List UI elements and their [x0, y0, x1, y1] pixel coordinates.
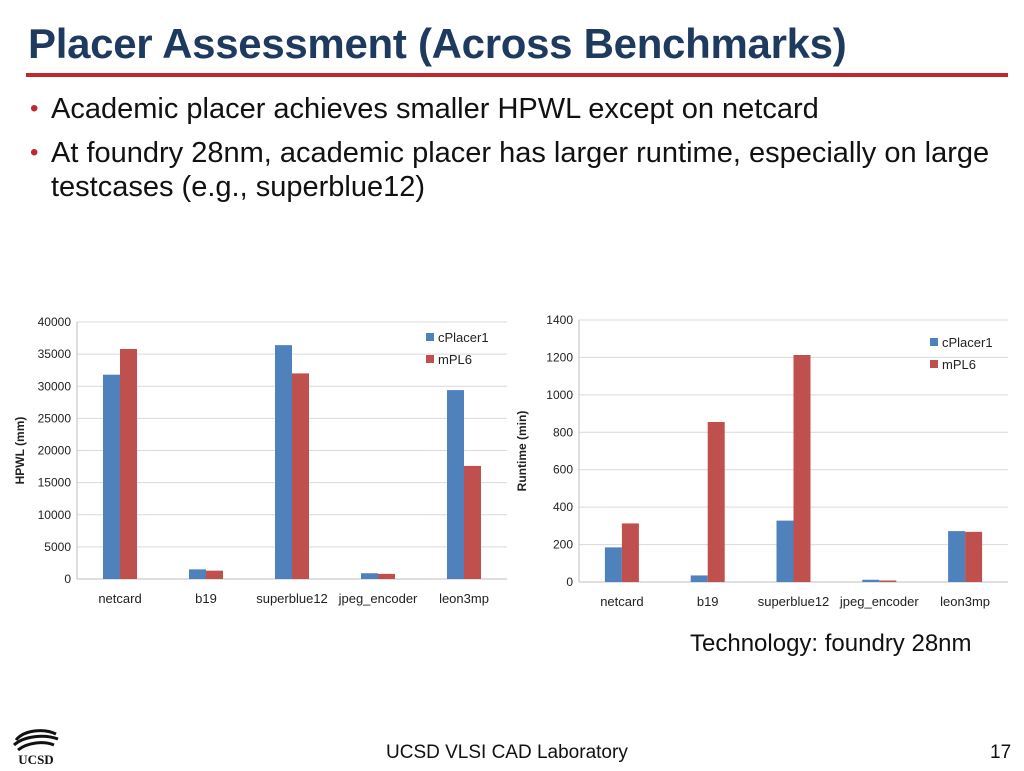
bar-cplacer1-netcard — [605, 547, 622, 582]
legend-label: cPlacer1 — [438, 330, 489, 345]
bar-cplacer1-b19 — [189, 569, 206, 579]
y-tick-label: 600 — [552, 462, 573, 477]
bar-cplacer1-leon3mp — [948, 531, 965, 582]
y-tick-label: 800 — [552, 425, 573, 440]
legend-swatch — [426, 333, 434, 341]
svg-text:UCSD: UCSD — [18, 752, 54, 766]
bar-mpl6-jpeg-encoder — [879, 581, 896, 582]
bar-mpl6-jpeg-encoder — [378, 574, 395, 579]
runtime-chart-svg — [512, 300, 1014, 620]
y-tick-label: 30000 — [37, 379, 71, 394]
y-tick-label: 1200 — [546, 350, 573, 365]
legend-swatch — [930, 338, 938, 346]
bar-cplacer1-superblue12 — [275, 345, 292, 579]
bullet-text: Academic placer achieves smaller HPWL except on netcard — [51, 93, 819, 125]
bar-cplacer1-jpeg-encoder — [361, 573, 378, 579]
y-tick-label: 40000 — [37, 315, 71, 329]
x-tick-label: b19 — [195, 591, 217, 606]
bar-cplacer1-netcard — [103, 375, 120, 579]
y-axis-label: HPWL (mm) — [13, 416, 27, 485]
bullet-dot-icon: • — [30, 139, 39, 166]
x-tick-label: superblue12 — [757, 594, 830, 609]
bullet-item — [30, 136, 1010, 204]
technology-note: Technology: foundry 28nm — [690, 630, 972, 657]
x-tick-label: leon3mp — [940, 594, 991, 609]
page-number: 17 — [990, 742, 1012, 763]
y-tick-label: 35000 — [37, 347, 71, 362]
bar-mpl6-superblue12 — [292, 373, 309, 579]
bar-cplacer1-superblue12 — [777, 521, 794, 582]
hpwl-chart — [10, 300, 515, 620]
legend-swatch — [426, 355, 434, 363]
bar-cplacer1-b19 — [691, 575, 708, 582]
title-underline — [26, 73, 1008, 77]
y-axis-label: Runtime (min) — [515, 410, 529, 492]
footer-lab-name: UCSD VLSI CAD Laboratory — [386, 742, 628, 763]
bullet-item — [30, 92, 1010, 126]
y-tick-label: 0 — [566, 575, 573, 589]
legend-label: mPL6 — [438, 352, 472, 367]
legend-label: cPlacer1 — [942, 335, 993, 350]
x-tick-label: jpeg_encoder — [338, 591, 418, 606]
ucsd-logo-icon — [10, 726, 62, 766]
y-tick-label: 400 — [552, 500, 573, 515]
y-tick-label: 5000 — [44, 539, 71, 554]
runtime-chart — [512, 300, 1014, 620]
legend-swatch — [930, 360, 938, 368]
bar-mpl6-b19 — [708, 422, 725, 582]
y-tick-label: 10000 — [37, 507, 71, 522]
bar-cplacer1-leon3mp — [447, 390, 464, 579]
bar-mpl6-superblue12 — [794, 355, 811, 582]
x-tick-label: jpeg_encoder — [839, 594, 919, 609]
hpwl-chart-svg — [10, 300, 515, 620]
x-tick-label: netcard — [98, 591, 142, 606]
y-tick-label: 20000 — [37, 443, 71, 458]
bar-mpl6-leon3mp — [965, 532, 982, 582]
x-tick-label: netcard — [600, 594, 644, 609]
y-tick-label: 15000 — [37, 475, 71, 490]
bullet-dot-icon: • — [30, 95, 39, 122]
bar-mpl6-netcard — [622, 523, 639, 582]
y-tick-label: 0 — [64, 572, 71, 586]
y-tick-label: 200 — [552, 537, 573, 552]
ucsd-logo — [10, 726, 62, 766]
slide-title: Placer Assessment (Across Benchmarks) — [28, 20, 847, 67]
y-tick-label: 1400 — [546, 313, 573, 327]
x-tick-label: superblue12 — [256, 591, 328, 606]
x-tick-label: leon3mp — [439, 591, 489, 606]
x-tick-label: b19 — [696, 594, 719, 609]
bar-mpl6-b19 — [206, 571, 223, 579]
bar-mpl6-netcard — [120, 349, 137, 579]
bullet-list — [30, 92, 1010, 214]
y-tick-label: 1000 — [546, 387, 573, 402]
legend-label: mPL6 — [942, 357, 976, 372]
bar-mpl6-leon3mp — [464, 466, 481, 579]
bullet-text: At foundry 28nm, academic placer has larger runtime, especially on large testcases (e.g., superblue12) — [51, 137, 990, 203]
bar-cplacer1-jpeg-encoder — [862, 580, 879, 582]
y-tick-label: 25000 — [37, 411, 71, 426]
